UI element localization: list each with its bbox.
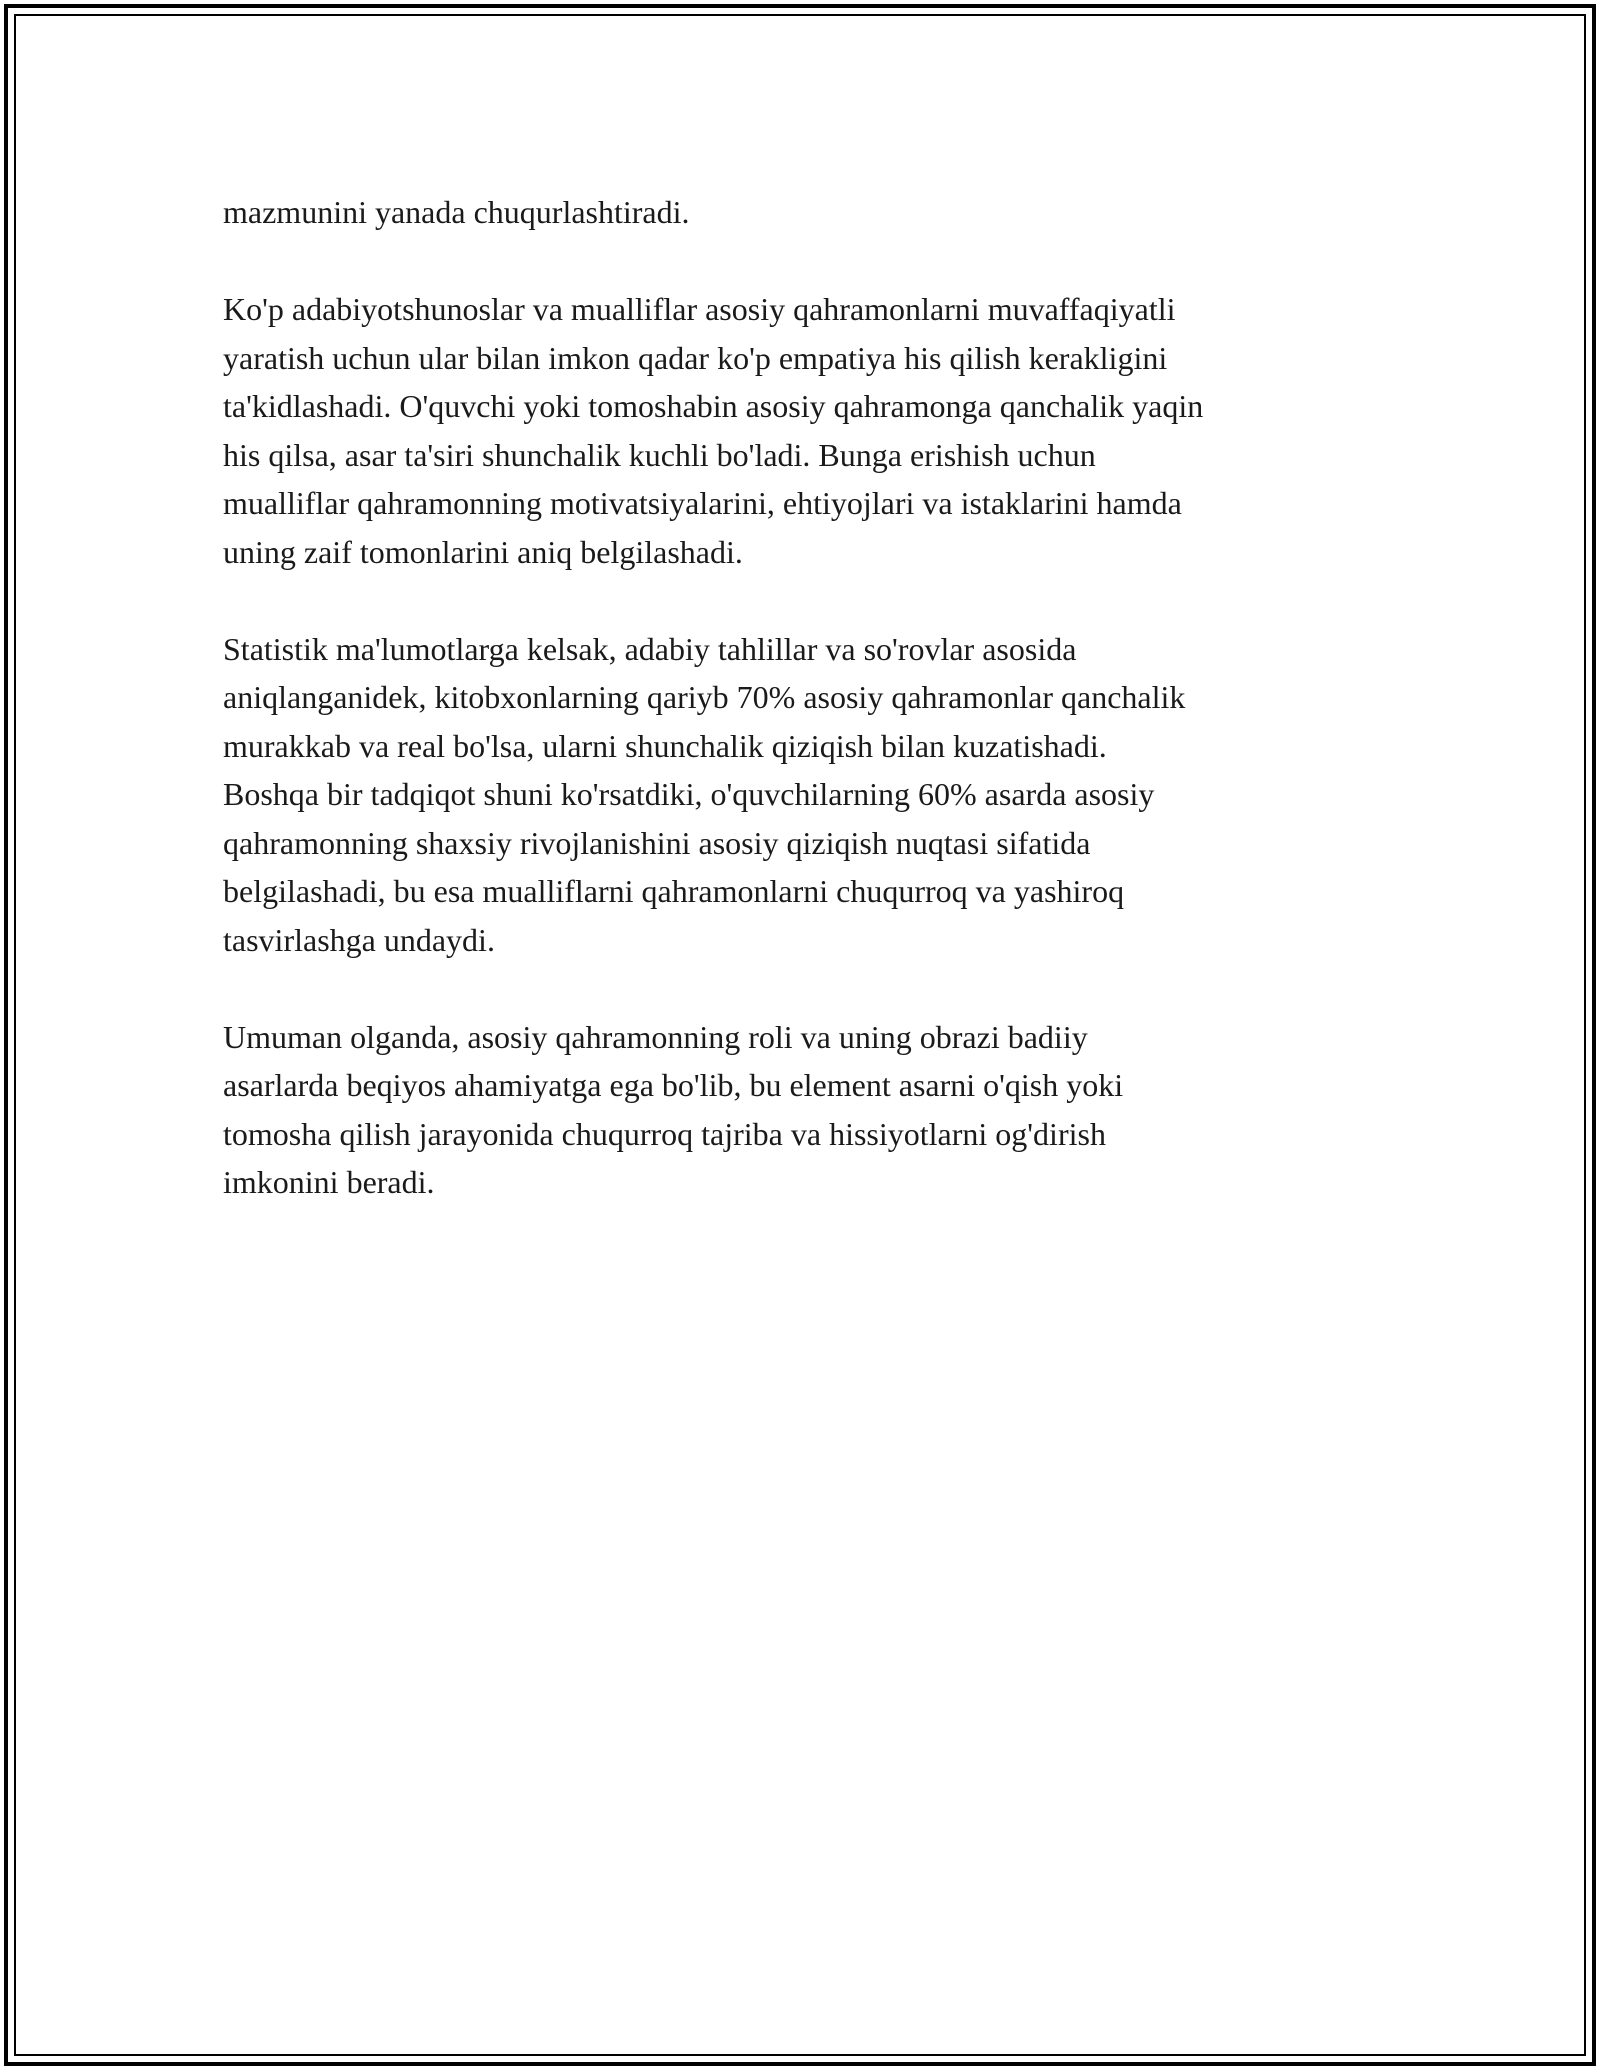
paragraph-empathy: Ko'p adabiyotshunoslar va mualliflar asosiy qahramonlarni muvaffaqiyatli yaratish uchun ular bilan imkon qadar ko'p empatiya his qilish kerakligini ta'kidlashadi. O'quvchi yoki tomoshabin asosiy qahramonga qanchalik yaqin his qilsa, asar ta'siri shunchalik kuchli bo'ladi. Bunga erishish uchun mualliflar qahramonning motivatsiyalarini, ehtiyojlari va istaklarini hamda uning zaif tomonlarini aniq belgilashadi. [223, 291, 1204, 570]
paragraph-statistics: Statistik ma'lumotlarga kelsak, adabiy tahlillar va so'rovlar asosida aniqlanganidek, kitobxonlarning qariyb 70% asosiy qahramonlar qanchalik murakkab va real bo'lsa, ularni shunchalik qiziqish bilan kuzatishadi. Boshqa bir tadqiqot shuni ko'rsatdiki, o'quvchilarning 60% asarda asosiy qahramonning shaxsiy rivojlanishini asosiy qiziqish nuqtasi sifatida belgilashadi, bu esa mualliflarni qahramonlarni chuqurroq va yashiroq tasvirlashga undaydi. [223, 630, 1186, 958]
paragraph-conclusion: Umuman olganda, asosiy qahramonning roli va uning obrazi badiiy asarlarda beqiyos ahamiyatga ega bo'lib, bu element asarni o'qish yoki tomosha qilish jarayonida chuqurroq tajriba va hissiyotlarni og'dirish imkonini beradi. [223, 1018, 1124, 1200]
document-body [223, 188, 1373, 1255]
paragraph-continuation: mazmunini yanada chuqurlashtiradi. [223, 194, 690, 230]
